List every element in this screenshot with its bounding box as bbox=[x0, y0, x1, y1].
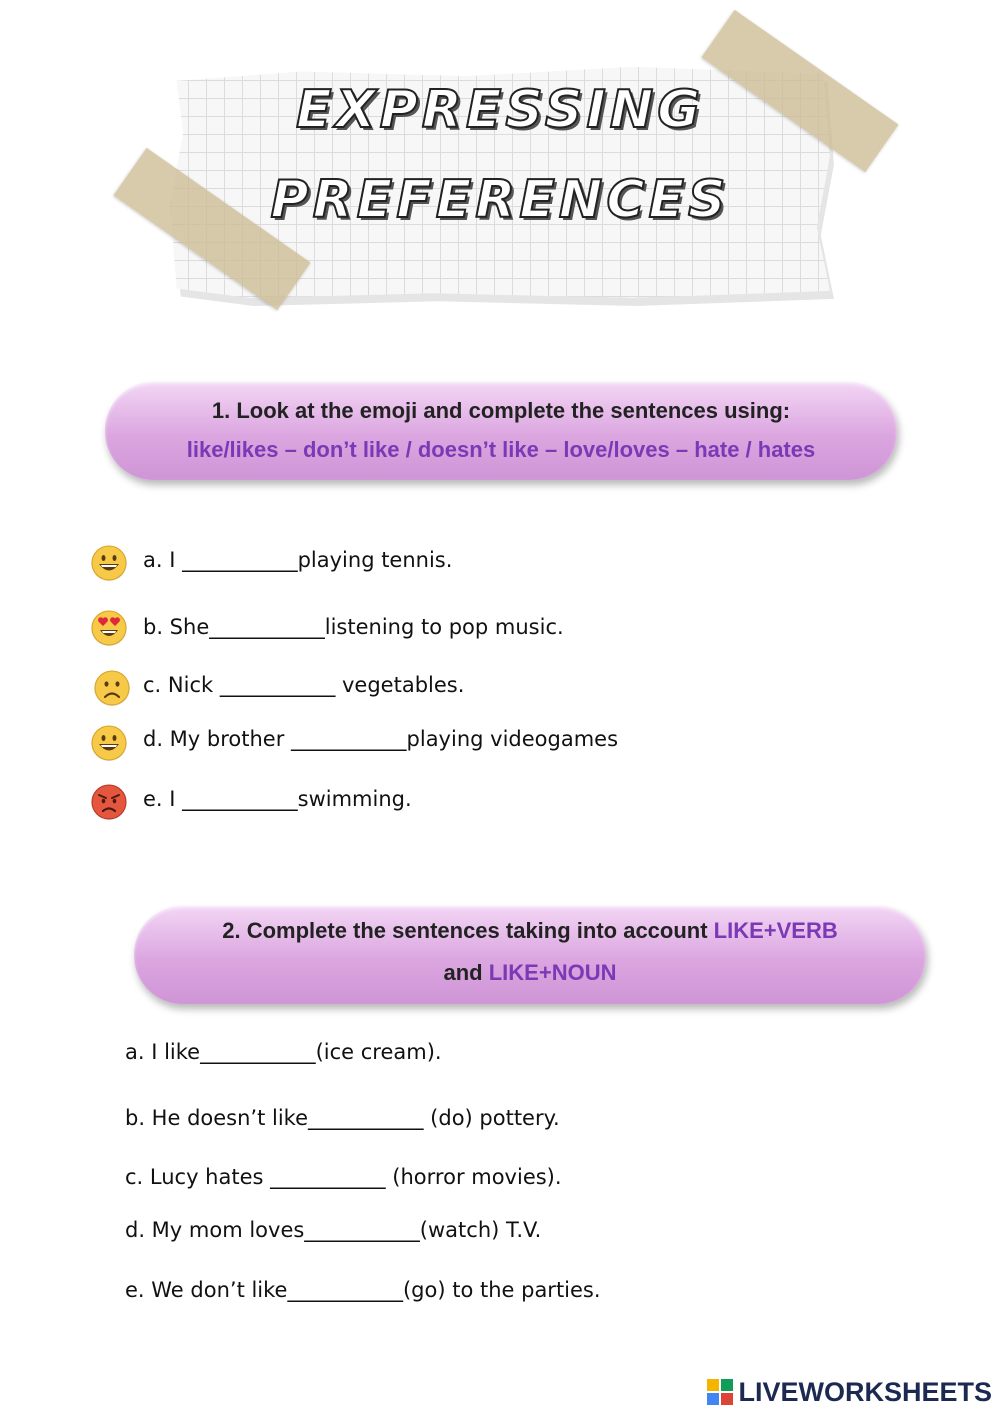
exercise-2-instruction bbox=[134, 906, 926, 1004]
angry-face-icon bbox=[91, 784, 127, 820]
exercise-2-item-d: d. My mom loves___________(watch) T.V. bbox=[125, 1218, 542, 1242]
liveworksheets-logo[interactable] bbox=[706, 1375, 992, 1409]
like-verb-highlight: LIKE+VERB bbox=[713, 918, 838, 943]
exercise-1-item-a: a. I ___________playing tennis. bbox=[143, 548, 453, 572]
exercise-2-instruction-text: 2. Complete the sentences taking into account bbox=[222, 918, 714, 943]
exercise-2-item-e: e. We don’t like___________(go) to the parties. bbox=[125, 1278, 601, 1302]
page-title-line-2: PREFERENCES bbox=[270, 170, 730, 230]
exercise-1-instruction bbox=[105, 382, 897, 480]
exercise-2-item-a: a. I like___________(ice cream). bbox=[125, 1040, 442, 1064]
exercise-1-item-d: d. My brother ___________playing videogames bbox=[143, 727, 619, 751]
exercise-2-instruction-line-1 bbox=[134, 918, 926, 944]
exercise-2-item-c: c. Lucy hates ___________ (horror movies). bbox=[125, 1165, 562, 1189]
exercise-2-item-b: b. He doesn’t like___________ (do) pottery. bbox=[125, 1106, 560, 1130]
exercise-1-word-options: like/likes – don’t like / doesn’t like – love/loves – hate / hates bbox=[186, 437, 816, 462]
liveworksheets-icon bbox=[706, 1378, 734, 1406]
exercise-1-instruction-text: 1. Look at the emoji and complete the sentences using: bbox=[211, 398, 791, 423]
exercise-1-item-b: b. She___________listening to pop music. bbox=[143, 615, 564, 639]
footer-brand: LIVEWORKSHEETS bbox=[738, 1376, 992, 1407]
exercise-2-instruction-and: and bbox=[443, 960, 489, 985]
page-title-line-1: EXPRESSING bbox=[296, 80, 704, 140]
exercise-1-item-c: c. Nick ___________ vegetables. bbox=[143, 673, 465, 697]
grinning-face-icon bbox=[91, 545, 127, 581]
exercise-2-instruction-line-2 bbox=[134, 960, 926, 986]
frowning-face-icon bbox=[94, 670, 130, 706]
exercise-1-item-e: e. I ___________swimming. bbox=[143, 787, 412, 811]
heart-eyes-face-icon bbox=[91, 610, 127, 646]
grinning-face-icon bbox=[91, 725, 127, 761]
like-noun-highlight: LIKE+NOUN bbox=[488, 960, 617, 985]
